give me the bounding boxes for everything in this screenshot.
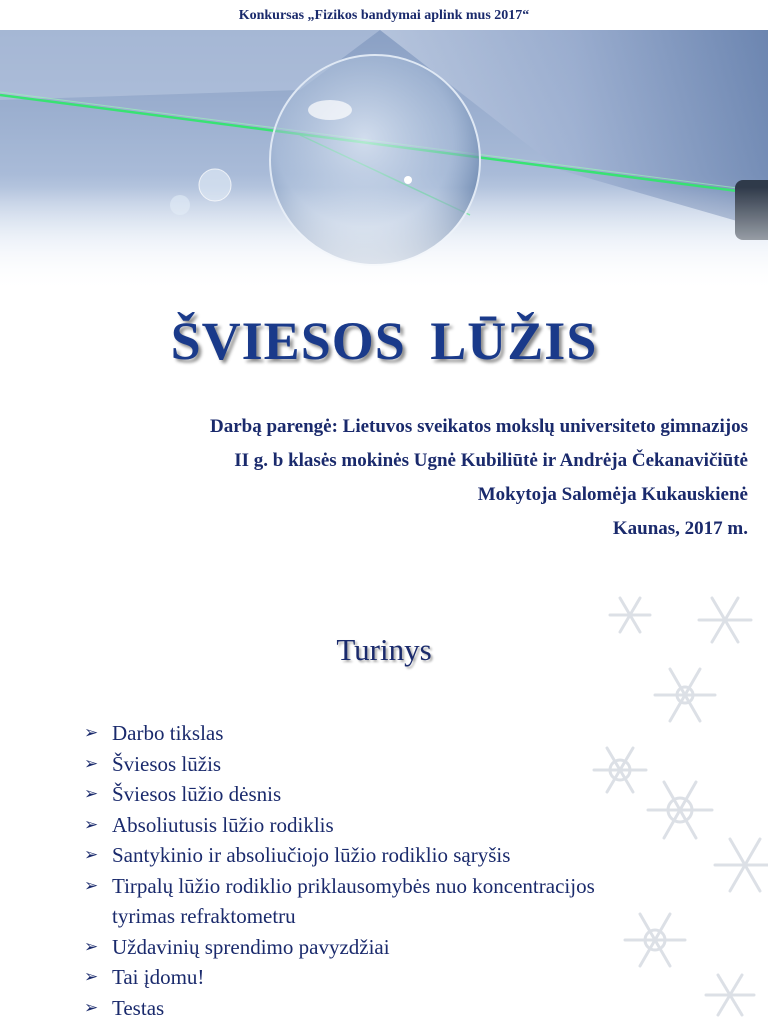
page-title: ŠVIESOS LŪŽIS xyxy=(170,311,598,371)
toc-item xyxy=(84,718,744,749)
arrow-bullet-icon: ➢ xyxy=(84,753,99,774)
arrow-bullet-icon: ➢ xyxy=(84,936,99,957)
toc-item xyxy=(84,871,744,902)
toc-item-label: Santykinio ir absoliučiojo lūžio rodiklio sąryšis xyxy=(112,843,511,867)
toc-item-label: Tirpalų lūžio rodiklio priklausomybės nuo koncentracijos xyxy=(112,873,595,898)
toc-item xyxy=(84,840,744,871)
arrow-bullet-icon: ➢ xyxy=(84,997,99,1018)
banner-image xyxy=(0,30,768,292)
toc-item-label: tyrimas refraktometru xyxy=(112,904,296,928)
toc-item-continuation xyxy=(84,901,744,932)
arrow-bullet-icon: ➢ xyxy=(84,814,99,835)
toc-heading: Turinys xyxy=(336,632,432,667)
toc-item-label: Šviesos lūžis xyxy=(112,751,222,776)
toc-item xyxy=(84,962,744,993)
arrow-bullet-icon: ➢ xyxy=(84,845,99,865)
credits-block xyxy=(48,410,748,546)
arrow-bullet-icon: ➢ xyxy=(84,784,99,804)
credits-line: II g. b klasės mokinės Ugnė Kubiliūtė ir Andrėja Čekanavičiūtė xyxy=(234,450,748,471)
credits-line: Mokytoja Salomėja Kukauskienė xyxy=(477,484,748,505)
toc-item-label: Šviesos lūžio dėsnis xyxy=(112,782,282,806)
toc-list xyxy=(84,718,744,1023)
toc-item xyxy=(84,810,744,841)
toc-item-label: Absoliutusis lūžio rodiklis xyxy=(112,812,334,837)
arrow-bullet-icon: ➢ xyxy=(84,875,99,896)
arrow-bullet-icon: ➢ xyxy=(84,723,99,743)
toc-item xyxy=(84,749,744,780)
toc-item xyxy=(84,779,744,810)
toc-item-label: Tai įdomu! xyxy=(112,965,205,989)
toc-item xyxy=(84,932,744,963)
toc-item-label: Uždavinių sprendimo pavyzdžiai xyxy=(112,934,390,959)
toc-item-label: Darbo tikslas xyxy=(112,721,224,745)
arrow-bullet-icon: ➢ xyxy=(84,967,99,987)
credits-line: Darbą parengė: Lietuvos sveikatos mokslų universiteto gimnazijos xyxy=(210,416,748,437)
contest-header: Konkursas „Fizikos bandymai aplink mus 2017“ xyxy=(238,8,530,23)
toc-item-label: Testas xyxy=(112,995,165,1020)
credits-line: Kaunas, 2017 m. xyxy=(612,518,748,539)
toc-item xyxy=(84,993,744,1024)
